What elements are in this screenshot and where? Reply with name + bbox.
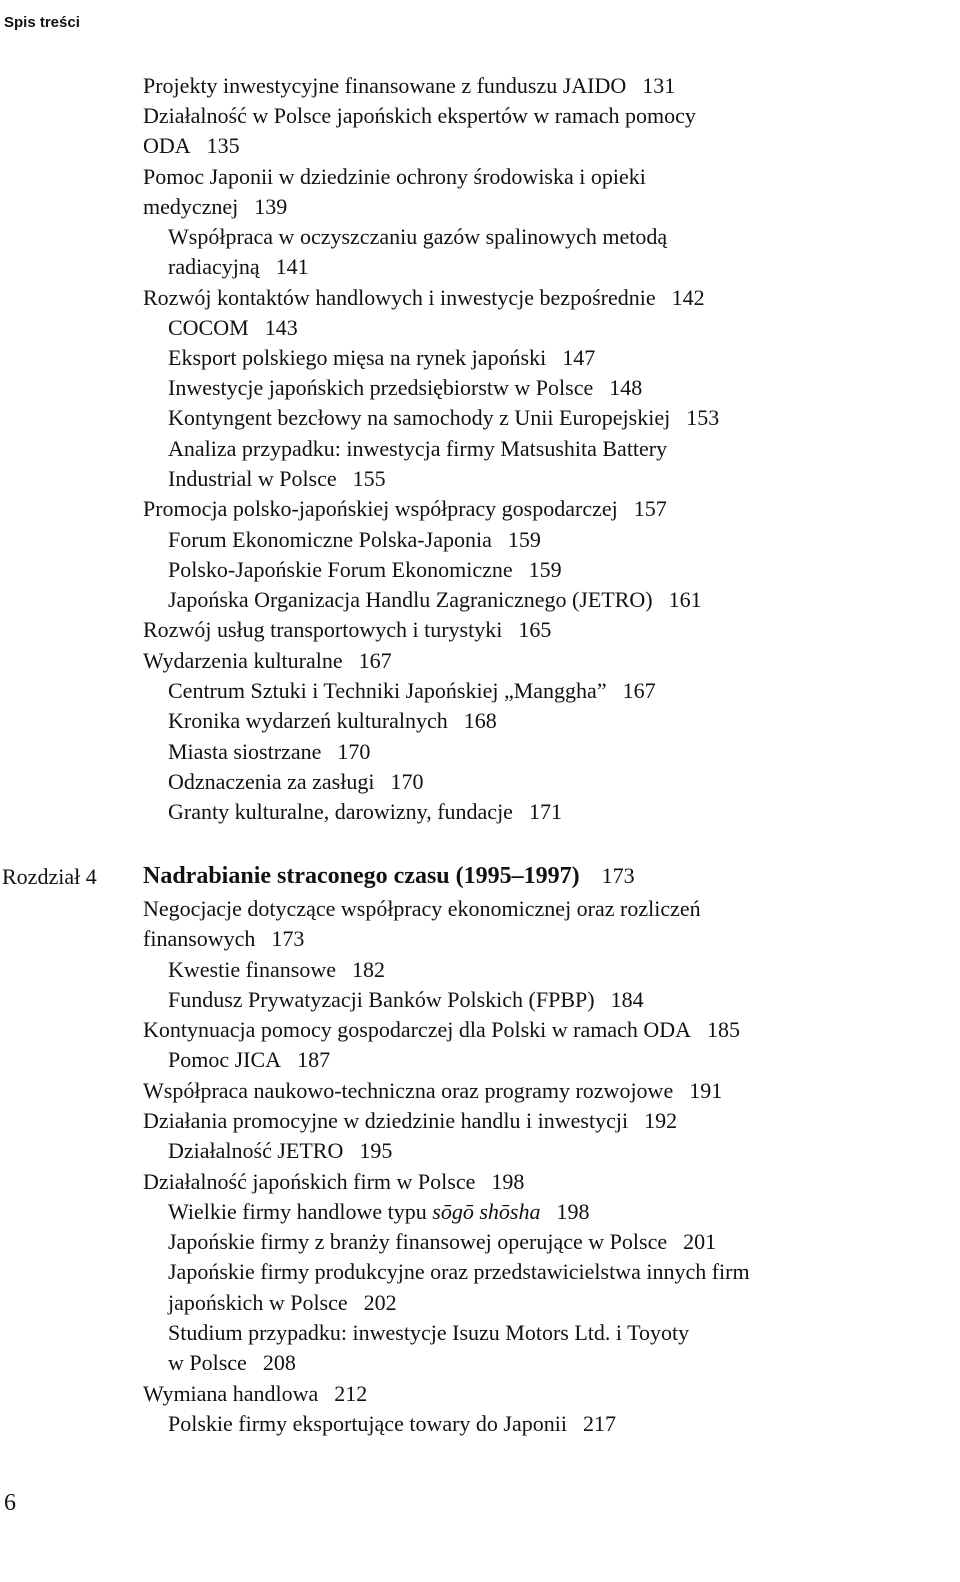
toc-subentry[interactable]: Wielkie firmy handlowe typu sōgō shōsha 198 xyxy=(168,1199,590,1224)
toc-subentry-continuation[interactable]: japońskich w Polsce 202 xyxy=(168,1290,397,1315)
toc-entry[interactable]: Działalność w Polsce japońskich ekspertów w ramach pomocy xyxy=(143,103,696,128)
page-number: 6 xyxy=(4,1490,16,1516)
toc-entry-continuation[interactable]: finansowych 173 xyxy=(143,926,305,951)
toc-subentry[interactable]: Działalność JETRO 195 xyxy=(168,1138,393,1163)
toc-subentry[interactable]: Japońskie firmy z branży finansowej operujące w Polsce 201 xyxy=(168,1229,717,1254)
toc-subentry[interactable]: Fundusz Prywatyzacji Banków Polskich (FPBP) 184 xyxy=(168,987,644,1012)
running-header: Spis treści xyxy=(4,14,80,31)
toc-page-number: 142 xyxy=(671,285,705,310)
toc-subentry[interactable]: COCOM 143 xyxy=(168,315,298,340)
toc-subentry[interactable]: Japońska Organizacja Handlu Zagranicznego (JETRO) 161 xyxy=(168,587,702,612)
toc-page-number: 198 xyxy=(556,1199,590,1224)
toc-page-number: 139 xyxy=(254,194,288,219)
toc-page-number: 141 xyxy=(275,254,309,279)
toc-entry[interactable]: Kontynuacja pomocy gospodarczej dla Polski w ramach ODA 185 xyxy=(143,1017,741,1042)
toc-subentry[interactable]: Współpraca w oczyszczaniu gazów spalinowych metodą xyxy=(168,224,668,249)
chapter-label: Rozdział 4 xyxy=(2,864,97,889)
toc-page-number: 131 xyxy=(642,73,676,98)
toc-subentry-continuation[interactable]: w Polsce 208 xyxy=(168,1350,296,1375)
toc-page-number: 195 xyxy=(359,1138,393,1163)
toc-entry[interactable]: Działalność japońskich firm w Polsce 198 xyxy=(143,1169,525,1194)
toc-page-number: 167 xyxy=(622,678,656,703)
toc-page-number: 159 xyxy=(507,527,541,552)
toc-page-number: 192 xyxy=(644,1108,678,1133)
toc-entry[interactable]: Promocja polsko-japońskiej współpracy gospodarczej 157 xyxy=(143,496,667,521)
toc-page-number: 201 xyxy=(683,1229,717,1254)
toc-entry[interactable]: Rozwój kontaktów handlowych i inwestycje bezpośrednie 142 xyxy=(143,285,705,310)
toc-page-number: 147 xyxy=(562,345,596,370)
toc-page-number: 208 xyxy=(262,1350,296,1375)
toc-subentry-continuation[interactable]: Industrial w Polsce 155 xyxy=(168,466,386,491)
toc-subentry[interactable]: Forum Ekonomiczne Polska-Japonia 159 xyxy=(168,527,541,552)
toc-page-number: 170 xyxy=(337,739,371,764)
toc-entry-continuation[interactable]: ODA 135 xyxy=(143,133,240,158)
toc-page-number: 191 xyxy=(689,1078,723,1103)
toc-subentry[interactable]: Eksport polskiego mięsa na rynek japoński 147 xyxy=(168,345,596,370)
toc-entry-continuation[interactable]: medycznej 139 xyxy=(143,194,288,219)
toc-entry[interactable]: Negocjacje dotyczące współpracy ekonomicznej oraz rozliczeń xyxy=(143,896,701,921)
toc-page-number: 173 xyxy=(271,926,305,951)
toc-page-number: 155 xyxy=(352,466,386,491)
toc-page-number: 184 xyxy=(610,987,644,1012)
toc-subentry[interactable]: Miasta siostrzane 170 xyxy=(168,739,371,764)
toc-entry[interactable]: Wydarzenia kulturalne 167 xyxy=(143,648,392,673)
toc-page-number: 185 xyxy=(707,1017,741,1042)
toc-page-number: 159 xyxy=(528,557,562,582)
toc-italic-term: sōgō shōsha xyxy=(432,1199,541,1224)
toc-subentry[interactable]: Japońskie firmy produkcyjne oraz przedstawicielstwa innych firm xyxy=(168,1259,750,1284)
toc-page-number: 157 xyxy=(633,496,667,521)
toc-subentry[interactable]: Pomoc JICA 187 xyxy=(168,1047,331,1072)
toc-subentry[interactable]: Analiza przypadku: inwestycja firmy Matsushita Battery xyxy=(168,436,668,461)
toc-entry[interactable]: Wymiana handlowa 212 xyxy=(143,1381,368,1406)
toc-page-number: 182 xyxy=(352,957,386,982)
toc-subentry[interactable]: Kwestie finansowe 182 xyxy=(168,957,386,982)
toc-page-number: 198 xyxy=(491,1169,525,1194)
toc-subentry[interactable]: Inwestycje japońskich przedsiębiorstw w Polsce 148 xyxy=(168,375,643,400)
toc-subentry[interactable]: Polskie firmy eksportujące towary do Japonii 217 xyxy=(168,1411,616,1436)
toc-page-number: 187 xyxy=(297,1047,331,1072)
toc-page-number: 171 xyxy=(528,799,562,824)
toc-page-number: 202 xyxy=(363,1290,397,1315)
toc-subentry[interactable]: Kontyngent bezcłowy na samochody z Unii Europejskiej 153 xyxy=(168,405,720,430)
toc-entry[interactable]: Pomoc Japonii w dziedzinie ochrony środowiska i opieki xyxy=(143,164,646,189)
toc-subentry[interactable]: Centrum Sztuki i Techniki Japońskiej „Manggha” 167 xyxy=(168,678,656,703)
toc-entry[interactable]: Działania promocyjne w dziedzinie handlu i inwestycji 192 xyxy=(143,1108,678,1133)
toc-entry[interactable]: Współpraca naukowo-techniczna oraz programy rozwojowe 191 xyxy=(143,1078,723,1103)
chapter-title[interactable]: Nadrabianie straconego czasu (1995–1997) 173 xyxy=(143,863,635,889)
toc-subentry[interactable]: Odznaczenia za zasługi 170 xyxy=(168,769,424,794)
toc-page-number: 170 xyxy=(390,769,424,794)
toc-entry[interactable]: Projekty inwestycyjne finansowane z funduszu JAIDO 131 xyxy=(143,73,676,98)
toc-page-number: 173 xyxy=(601,863,635,888)
toc-page-number: 217 xyxy=(582,1411,616,1436)
toc-page-number: 148 xyxy=(609,375,643,400)
toc-page-number: 143 xyxy=(264,315,298,340)
toc-subentry[interactable]: Granty kulturalne, darowizny, fundacje 171 xyxy=(168,799,562,824)
toc-subentry-continuation[interactable]: radiacyjną 141 xyxy=(168,254,309,279)
toc-entry[interactable]: Rozwój usług transportowych i turystyki 165 xyxy=(143,617,552,642)
toc-subentry[interactable]: Kronika wydarzeń kulturalnych 168 xyxy=(168,708,497,733)
toc-page-number: 165 xyxy=(518,617,552,642)
toc-page-number: 135 xyxy=(206,133,240,158)
toc-page-number: 153 xyxy=(686,405,720,430)
toc-page-number: 167 xyxy=(358,648,392,673)
toc-page-number: 168 xyxy=(463,708,497,733)
toc-subentry[interactable]: Studium przypadku: inwestycje Isuzu Motors Ltd. i Toyoty xyxy=(168,1320,690,1345)
toc-subentry[interactable]: Polsko-Japońskie Forum Ekonomiczne 159 xyxy=(168,557,562,582)
toc-page-number: 161 xyxy=(668,587,702,612)
toc-page-number: 212 xyxy=(334,1381,368,1406)
